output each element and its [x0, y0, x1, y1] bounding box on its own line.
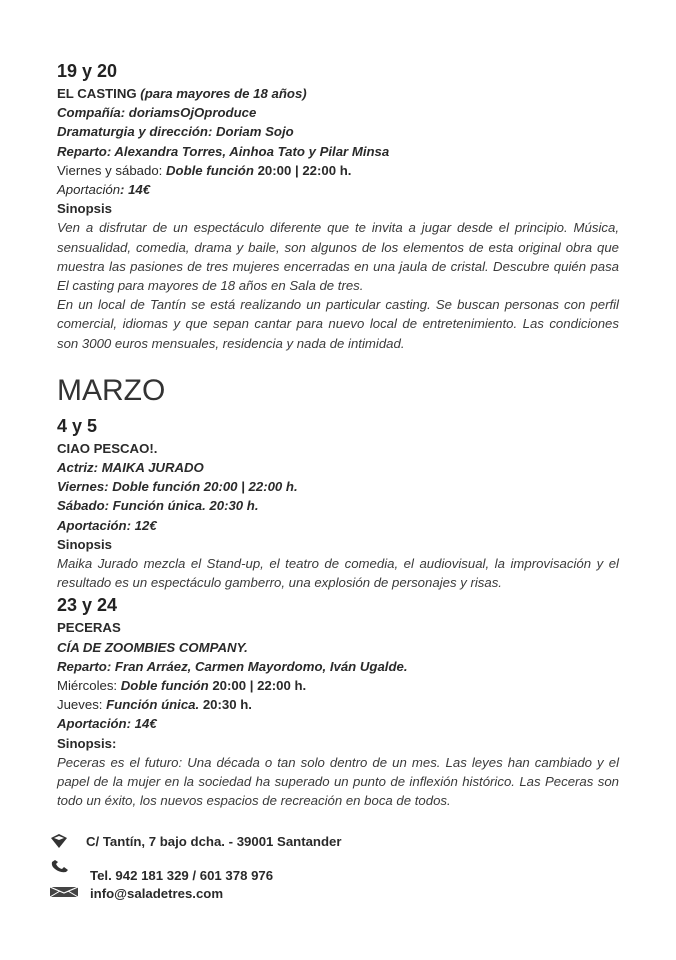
- synopsis-label: Sinopsis:: [57, 735, 117, 751]
- email-link[interactable]: info@saladetres.com: [90, 886, 224, 901]
- event-date: 23 y 24: [57, 595, 118, 616]
- event-price: Aportación: 12€: [57, 517, 157, 533]
- phone-text: Tel. 942 181 329 / 601 378 976: [90, 868, 274, 883]
- contact-footer: [50, 832, 610, 906]
- event-company: Compañía: doriamsOjOproduce: [57, 105, 257, 121]
- event-date: 4 y 5: [57, 415, 98, 436]
- event-schedule-2: [57, 695, 619, 714]
- event-cast: Reparto: Alexandra Torres, Ainhoa Tato y Pilar Minsa: [57, 143, 390, 159]
- event-el-casting: [57, 58, 619, 353]
- event-schedule: [57, 161, 619, 180]
- schedule-label: Doble función: [166, 162, 254, 178]
- price-label: Aportación: [57, 182, 121, 198]
- schedule-prefix: Miércoles:: [57, 678, 121, 694]
- event-date: 19 y 20: [57, 61, 118, 81]
- event-title: EL CASTING: [57, 86, 137, 101]
- event-actress: Actriz: MAIKA JURADO: [57, 460, 204, 476]
- synopsis-label: Sinopsis: [57, 536, 112, 552]
- event-title-note: (para mayores de 18 años): [140, 86, 307, 101]
- schedule-prefix: Viernes y sábado:: [57, 162, 166, 178]
- schedule-times: 20:30 h.: [199, 697, 252, 713]
- price-value: : 14€: [120, 182, 151, 198]
- event-peceras: [57, 592, 619, 810]
- event-cast: Reparto: Fran Arráez, Carmen Mayordomo, Iván Ugalde.: [57, 658, 408, 674]
- event-schedule-1: Viernes: Doble función 20:00 | 22:00 h.: [57, 479, 298, 495]
- email-row[interactable]: [50, 884, 610, 906]
- event-title: CIAO PESCAO!.: [57, 440, 158, 456]
- location-icon: [50, 834, 76, 850]
- schedule-times: 20:00 | 22:00 h.: [208, 678, 307, 694]
- event-schedule-2: Sábado: Función única. 20:30 h.: [57, 498, 259, 514]
- schedule-label: Función única.: [106, 697, 200, 713]
- address-row: [50, 832, 610, 854]
- event-ciao-pescao: [57, 413, 619, 593]
- synopsis-paragraph-1: Ven a disfrutar de un espectáculo diferente que te invita a jugar desde el principio. Música, sensualidad, comedia, drama y baile, son algunos de los elementos de esta original obra que muestra las pasiones de tres mujeres encerradas en una jaula de cristal. Descubre quién pasa El casting para mayores de 18 años en Sala de tres.: [57, 220, 619, 294]
- month-heading: MARZO: [57, 373, 166, 407]
- synopsis-paragraph: Maika Jurado mezcla el Stand-up, el teatro de comedia, el audiovisual, la improvisación y el resultado es un espectáculo gamberro, una explosión de personajes y risas.: [57, 556, 619, 591]
- event-title: PECERAS: [57, 620, 121, 636]
- mail-icon: [50, 886, 76, 902]
- synopsis-label: Sinopsis: [57, 201, 112, 217]
- event-title-line: [57, 84, 619, 103]
- schedule-prefix: Jueves:: [57, 697, 107, 713]
- event-company: CÍA DE ZOOMBIES COMPANY.: [57, 639, 248, 655]
- phone-icon: [50, 860, 76, 876]
- address-text: C/ Tantín, 7 bajo dcha. - 39001 Santander: [86, 834, 342, 849]
- event-direction: Dramaturgia y dirección: Doriam Sojo: [57, 124, 294, 140]
- event-price: [57, 180, 619, 199]
- schedule-label: Doble función: [120, 678, 209, 694]
- synopsis-paragraph: Peceras es el futuro: Una década o tan solo dentro de un mes. Las leyes han cambiado y el papel de la mujer en la sociedad ha superado un punto de inflexión histórico. Las Peceras son todo un éxito, los nuevos espacios de recreación en boca de todos.: [57, 754, 619, 809]
- synopsis-paragraph-2: En un local de Tantín se está realizando un particular casting. Se buscan personas con perfil comercial, idiomas y que sepan cantar para nuevo local de entretenimiento. Las condiciones son 3000 euros mensuales, residencia y nada de intimidad.: [57, 297, 619, 351]
- event-schedule-1: [57, 676, 619, 695]
- schedule-times: 20:00 | 22:00 h.: [253, 162, 352, 178]
- program-page: [57, 58, 619, 811]
- phone-row: [50, 866, 610, 884]
- event-price: Aportación: 14€: [57, 716, 157, 732]
